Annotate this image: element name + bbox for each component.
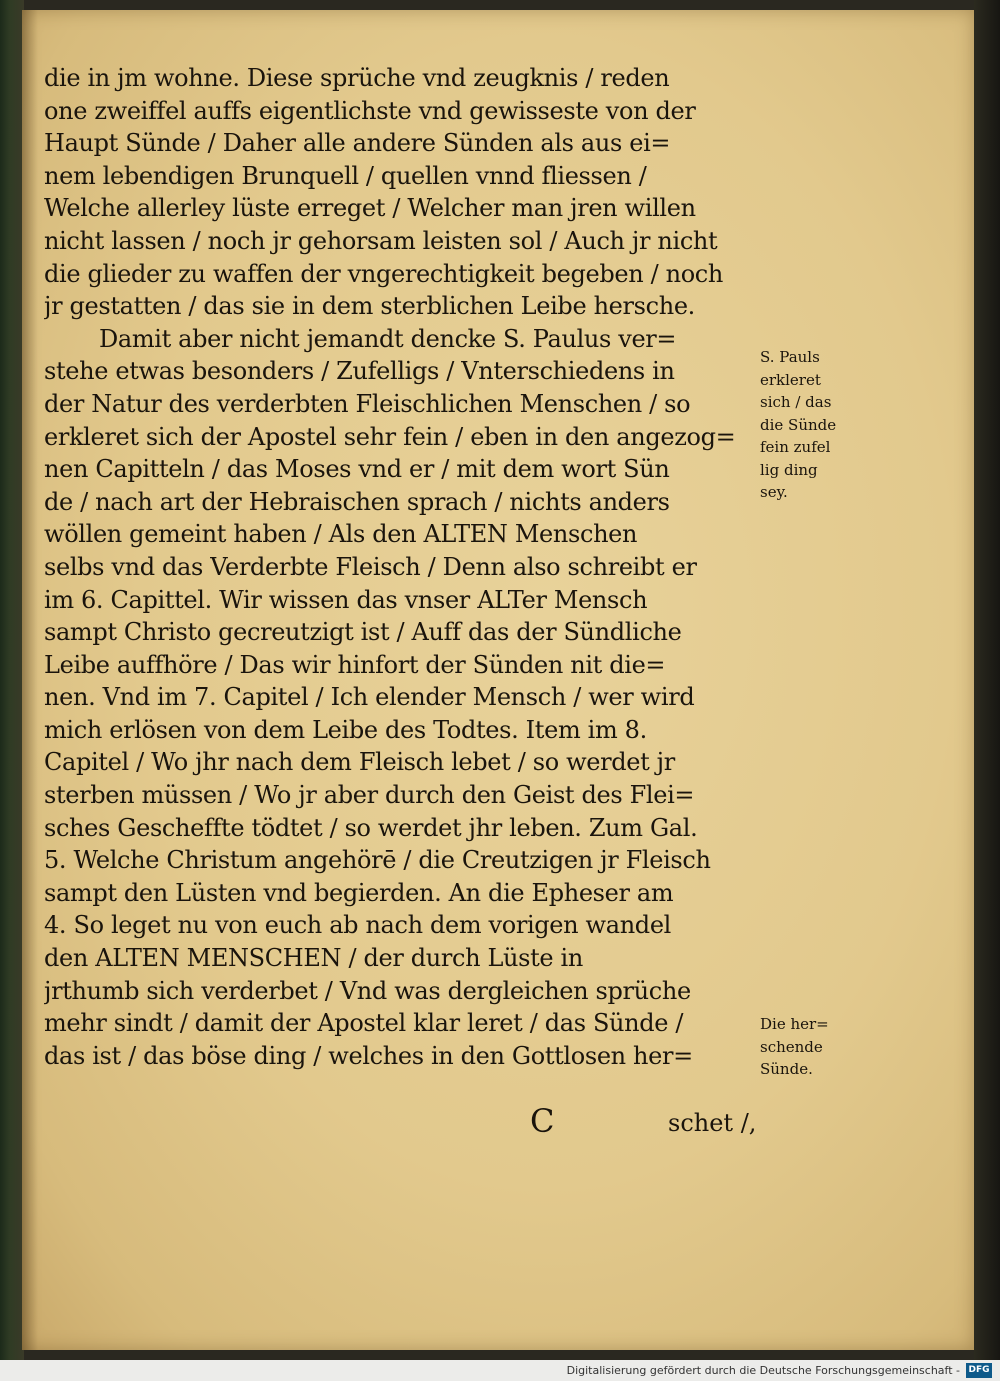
funding-credit: Digitalisierung gefördert durch die Deutsche Forschungsgemeinschaft -	[566, 1364, 960, 1377]
text-line: Welche allerley lüste erreget / Welcher man jren willen	[44, 194, 696, 223]
main-text-block	[44, 62, 764, 1072]
text-line: Leibe auffhöre / Das wir hinfort der Sünden nit die=	[44, 650, 666, 679]
text-line: erkleret sich der Apostel sehr fein / eben in den angezog=	[44, 422, 736, 451]
text-line: die glieder zu waffen der vngerechtigkeit begeben / noch	[44, 259, 724, 288]
text-line: mich erlösen von dem Leibe des Todtes. Item im 8.	[44, 715, 647, 744]
margin-note-line: die Sünde	[760, 415, 837, 434]
page-foot-marks	[530, 1103, 770, 1139]
text-line: nicht lassen / noch jr gehorsam leisten sol / Auch jr nicht	[44, 226, 718, 255]
page-gutter-shadow	[22, 10, 38, 1350]
text-line: den ALTEN MENSCHEN / der durch Lüste in	[44, 944, 583, 973]
margin-note-line: Sünde.	[760, 1060, 813, 1078]
digitization-footer	[0, 1360, 1000, 1381]
catchword: schet /,	[668, 1109, 757, 1137]
text-line: die in jm wohne. Diese sprüche vnd zeugknis / reden	[44, 64, 670, 92]
text-line: Capitel / Wo jhr nach dem Fleisch lebet / so werdet jr	[44, 748, 675, 777]
text-line: nen Capitteln / das Moses vnd er / mit dem wort Sün	[44, 455, 670, 484]
text-line: jr gestatten / das sie in dem sterblichen Leibe hersche.	[44, 292, 695, 321]
text-line: de / nach art der Hebraischen sprach / nichts anders	[44, 487, 670, 516]
margin-note-line: sich / das	[760, 393, 832, 411]
text-line: im 6. Capittel. Wir wissen das vnser ALTer Mensch	[44, 585, 648, 614]
margin-note-line: fein zufel	[760, 438, 831, 456]
margin-note-line: sey.	[760, 483, 788, 501]
margin-note-herschende-suende	[760, 1013, 870, 1081]
text-line: nem lebendigen Brunquell / quellen vnnd fliessen /	[44, 161, 647, 190]
text-line: sampt Christo gecreutzigt ist / Auff das der Sündliche	[44, 618, 682, 647]
text-line: sampt den Lüsten vnd begierden. An die Epheser am	[44, 878, 674, 907]
text-line: nen. Vnd im 7. Capitel / Ich elender Mensch / wer wird	[44, 683, 695, 712]
text-line: sches Gescheffte tödtet / so werdet jhr leben. Zum Gal.	[44, 813, 698, 842]
dfg-logo: DFG	[966, 1363, 992, 1378]
book-cover-left-edge	[0, 0, 24, 1360]
margin-note-line: schende	[760, 1037, 823, 1056]
text-line: wöllen gemeint haben / Als den ALTEN Menschen	[44, 520, 638, 549]
text-line: selbs vnd das Verderbte Fleisch / Denn also schreibt er	[44, 552, 697, 581]
text-line: Haupt Sünde / Daher alle andere Sünden als aus ei=	[44, 129, 671, 158]
book-cover-right-edge	[974, 0, 1000, 1360]
text-line: sterben müssen / Wo jr aber durch den Geist des Flei=	[44, 781, 695, 810]
text-line: der Natur des verderbten Fleischlichen Menschen / so	[44, 389, 691, 418]
margin-note-line: Die her=	[760, 1015, 829, 1033]
text-line: Damit aber nicht jemandt dencke S. Paulus ver=	[99, 324, 677, 353]
text-line: one zweiffel auffs eigentlichste vnd gewisseste von der	[44, 96, 696, 125]
signature-mark: C	[530, 1102, 555, 1140]
margin-note-pauls	[760, 346, 870, 504]
text-line: stehe etwas besonders / Zufelligs / Vnterschiedens in	[44, 357, 675, 386]
text-line: mehr sindt / damit der Apostel klar leret / das Sünde /	[44, 1009, 684, 1038]
text-line: das ist / das böse ding / welches in den Gottlosen her=	[44, 1041, 693, 1070]
text-line: 5. Welche Christum angehörē / die Creutzigen jr Fleisch	[44, 846, 711, 875]
margin-note-line: erkleret	[760, 370, 821, 389]
margin-note-line: lig ding	[760, 460, 818, 479]
margin-note-line: S. Pauls	[760, 348, 820, 366]
text-line: 4. So leget nu von euch ab nach dem vorigen wandel	[44, 911, 671, 940]
text-line: jrthumb sich verderbet / Vnd was dergleichen sprüche	[44, 976, 691, 1005]
